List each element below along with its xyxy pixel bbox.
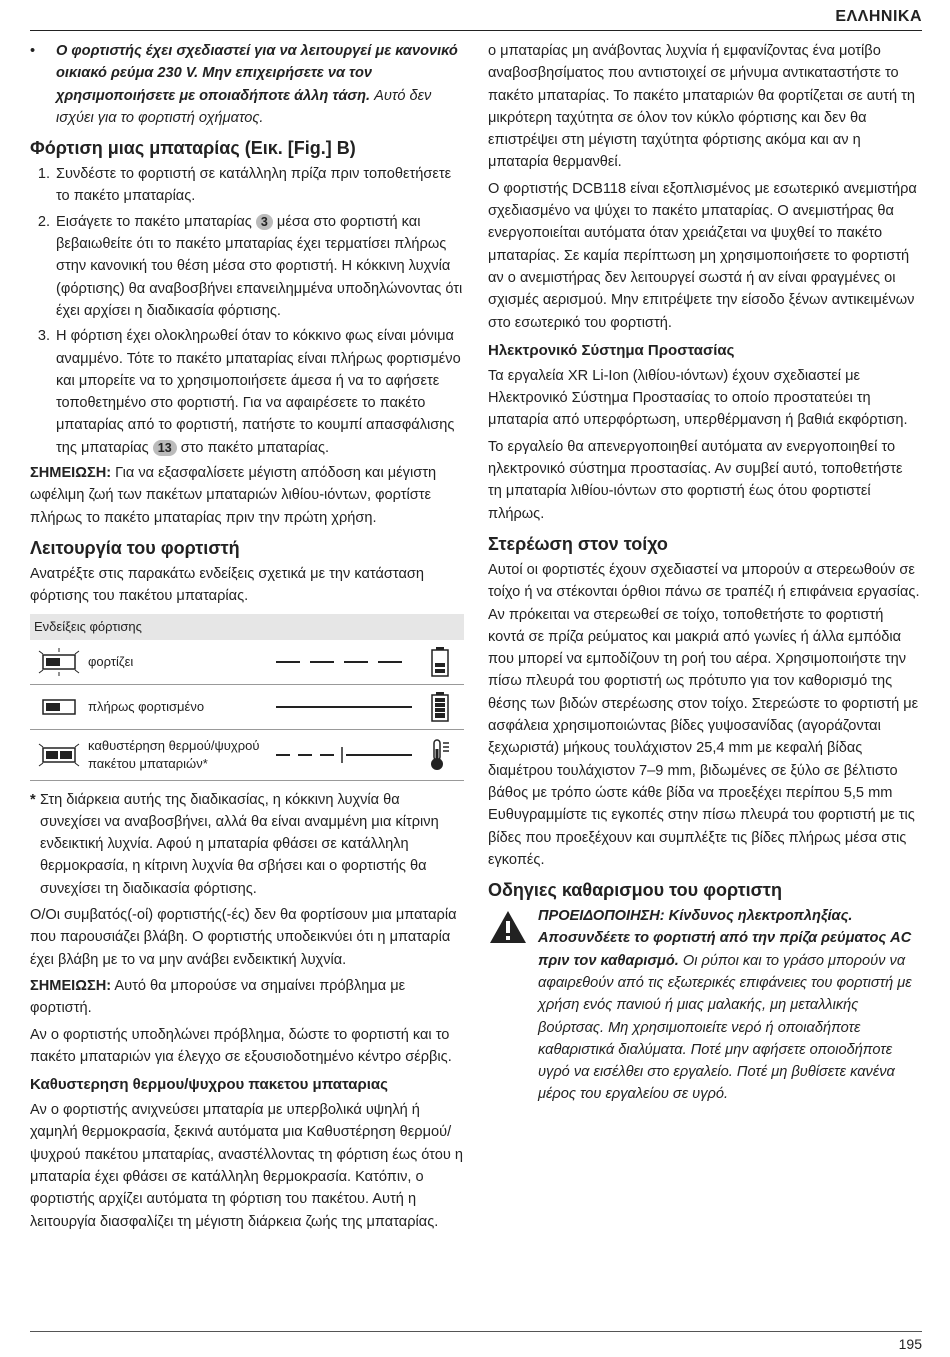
step-text: μέσα στο φορτιστή και βεβαιωθείτε ότι το πακέτο μπαταρίας έχει τερματίσει πλήρως στην κανονική του θέση μέσα στο φορτιστή. Η κόκκινη λυχνία (φόρτισης) θα αναβοσβήνει επανειλημμένα υποδηλώνοντας ότι έχει αρχίσει η διαδικασία φόρτισης. bbox=[56, 213, 463, 319]
footnote-mark: * bbox=[30, 791, 36, 808]
voltage-bullet-text bbox=[56, 40, 464, 129]
indicator-row-hot-cold bbox=[30, 730, 464, 781]
battery-full-icon bbox=[416, 692, 464, 722]
dash-solid-pattern-icon bbox=[276, 745, 416, 765]
wall-mount-heading: Στερέωση στον τοίχο bbox=[488, 533, 668, 554]
header-rule bbox=[30, 30, 922, 31]
page-language-header: ΕΛΛΗΝΙΚΑ bbox=[835, 8, 922, 25]
table-header: Ενδείξεις φόρτισης bbox=[30, 614, 464, 640]
voltage-bullet bbox=[30, 40, 464, 129]
step-text: Εισάγετε το πακέτο μπαταρίας bbox=[56, 213, 252, 230]
dual-blinking-led-icon bbox=[30, 741, 88, 769]
protection-paragraph-2: Το εργαλείο θα απενεργοποιηθεί αυτόματα αν ενεργοποιηθεί το ηλεκτρονικό σύστημα προστασίας. Αν συμβεί αυτό, τοποθετήστε τη μπαταρία λιθίου-ιόντων στο φορτιστή έως ότου φορτιστεί πλήρως. bbox=[488, 438, 903, 522]
wall-mount-paragraph: Αυτοί οι φορτιστές έχουν σχεδιαστεί να μπορούν α στερεωθούν σε τοίχο ή να στέκονται όρθιοι πάνω σε τραπέζι ή επιφάνεια εργασίας. Αν πρόκειται να στερεωθεί σε τοίχο, τοποθετήστε το φορτιστή κοντά σε πρίζα ρεύματος και μακριά από γωνίες ή άλλα εμπόδια που μπορεί να εμποδίζουν τη ροή του αέρα. Χρησιμοποιήστε την πίσω πλευρά του φορτιστή ως πρότυπο για τον καθορισμό της θέσης των βιδών στερέωσης στον τοίχο. Στερεώστε το φορτιστή με ασφάλεια χρησιμοποιώντας βίδες γυψοσανίδας (αγοράζονται ξεχωριστά) μήκους τουλάχιστον 25,4 mm με κεφαλή βίδας διαμέτρου τουλάχιστον 7–9 mm, βιδωμένες σε ξύλο σε βέλτιστο βάθος με τρόπο ώστε κάθε βίδα να προεξέχει περίπου 5,5 mm Ευθυγραμμίστε τις εγκοπές στην πίσω πλευρά του φορτιστή με τις βίδες που προεξέχουν και συμπλέξτε τις βίδες πλήρως μέσα στις εγκοπές. bbox=[488, 561, 920, 868]
page-number: 195 bbox=[898, 1336, 922, 1352]
voltage-warning-italic: Αυτό δεν ισχύει για το φορτιστή οχήματος. bbox=[56, 87, 432, 126]
step-text: Συνδέστε το φορτιστή σε κατάλληλη πρίζα πριν τοποθετήσετε το πακέτο μπαταρίας. bbox=[56, 166, 452, 205]
step-number: 1. bbox=[37, 166, 50, 183]
operation-intro: Ανατρέξτε στις παρακάτω ενδείξεις σχετικά με την κατάσταση φόρτισης του πακέτου μπαταρίας. bbox=[30, 565, 425, 605]
step-3 bbox=[30, 325, 464, 459]
protection-paragraph-1: Τα εργαλεία XR Li-Ion (λιθίου-ιόντων) έχουν σχεδιαστεί με Ηλεκτρονικό Σύστημα Προστασίας το οποίο προστατεύει τη μπαταρία από υπερφόρτωση, υπερθέρμανση ή βαθιά εκφόρτιση. bbox=[488, 367, 908, 429]
note-text: Αυτό θα μπορούσε να σημαίνει πρόβλημα με φορτιστή. bbox=[30, 977, 406, 1017]
battery-charging-icon bbox=[416, 647, 464, 677]
solid-pattern-icon bbox=[276, 704, 416, 710]
service-paragraph: Αν ο φορτιστής υποδηλώνει πρόβλημα, δώστε το φορτιστή και το πακέτο μπαταριών για έλεγχο σε εξουσιοδοτημένο κέντρο σέρβις. bbox=[30, 1026, 452, 1065]
step-number: 3. bbox=[37, 328, 50, 345]
step-text: Η φόρτιση έχει ολοκληρωθεί όταν το κόκκινο φως είναι μόνιμα αναμμένο. Τότε το πακέτο μπαταρίας είναι πλήρως φορτισμένο και μπορείτε να το χρησιμοποιήσετε άμεσα ή να το αφήσετε τοποθετημένο στο φορτιστή. Για να αφαιρέσετε το πακέτο μπαταρίας από το φορτιστή, πατήστε το κουμπί απασφάλισης της μπαταρίας bbox=[56, 328, 461, 456]
step-number: 2. bbox=[37, 213, 50, 230]
footnote-text: Στη διάρκεια αυτής της διαδικασίας, η κόκκινη λυχνία θα συνεχίσει να αναβοσβήνει, αλλά θα είναι αναμμένη μια κίτρινη ενδεικτική λυχνία. Αφού η μπαταρία φθάσει σε κατάλληλη θερμοκρασία, η κίτρινη λυχνία θα σβήσει και ο φορτιστής θα συνεχίσει τη διαδικασία φόρτισης. bbox=[40, 791, 439, 897]
footnote bbox=[30, 789, 464, 900]
protection-heading: Ηλεκτρονικό Σύστημα Προστασίας bbox=[488, 341, 735, 359]
right-column bbox=[488, 40, 920, 1106]
blinking-led-icon bbox=[30, 648, 88, 676]
indicator-label: πλήρως φορτισμένο bbox=[88, 698, 205, 714]
indicator-row-full bbox=[30, 685, 464, 730]
footer-rule bbox=[30, 1331, 922, 1332]
step-1 bbox=[30, 163, 464, 208]
charging-heading: Φόρτιση μιας μπαταρίας (Εικ. [Fig.] B) bbox=[30, 138, 356, 159]
note-fault bbox=[30, 975, 464, 1020]
steady-led-icon bbox=[30, 693, 88, 721]
continuation-paragraph: ο μπαταρίας μη ανάβοντας λυχνία ή εμφανίζοντας ένα μοτίβο αναβοσβησίματος που αντιστοιχεί σε μήνυμα αντικαταστήστε το πακέτο μπαταρίας. Το πακέτο μπαταριών θα φορτίζεται σε αυτή τη μικρότερη ταχύτητα σε όλον τον κύκλο φόρτισης και δεν θα επιστρέψει στη μέγιστη ταχύτητα φόρτισης ακόμα και αν η μπαταρία θερμανθεί. bbox=[488, 43, 916, 171]
note-label: ΣΗΜΕΙΩΣΗ: bbox=[30, 977, 112, 994]
cleaning-heading: Οδηγιες καθαρισμου του φορτιστη bbox=[488, 880, 782, 901]
charging-steps bbox=[30, 163, 464, 459]
step-2 bbox=[30, 211, 464, 322]
fault-paragraph: Ο/Οι συμβατός(-οί) φορτιστής(-ές) δεν θα φορτίσουν μια μπαταρία που παρουσιάζει βλάβη. Ο φορτιστής υποδεικνύει ότι η μπαταρία έχει βλάβη με το να μην ανάβει ενδεικτική λυχνία. bbox=[30, 907, 457, 968]
warning-bold-text: ΠΡΟΕΙΔΟΠΟΙΗΣΗ: Κίνδυνος ηλεκτροπληξίας. Αποσυνδέετε το φορτιστή από την πρίζα ρεύματος AC πριν τον καθαρισμό. bbox=[538, 908, 912, 969]
hot-cold-heading: Καθυστερηση θερμου/ψυχρου πακετου μπαταριας bbox=[30, 1076, 388, 1094]
dashed-pattern-icon bbox=[276, 659, 416, 665]
figure-callout-badge: 13 bbox=[153, 440, 177, 456]
cleaning-warning bbox=[488, 905, 920, 1106]
voltage-warning-bold: Ο φορτιστής έχει σχεδιαστεί για να λειτουργεί με κανονικό οικιακό ρεύμα 230 V. Μην επιχειρήσετε να τον χρησιμοποιήσετε με οποιαδήποτε άλλη τάση. bbox=[56, 43, 458, 104]
warning-italic-text: Οι ρύποι και το γράσο μπορούν να αφαιρεθούν από τις εξωτερικές επιφάνειες του φορτιστή με χρήση ενός πανιού ή μιας μαλακής, μη μεταλλικής βούρτσας. Μη χρησιμοποιείτε νερό ή οποιαδήποτε καθαριστικά διαλύματα. Ποτέ μην αφήσετε οποιοδήποτε υγρό να εισέλθει στο εργαλείο. Ποτέ μη βυθίσετε κανένα μέρος του εργαλείου σε υγρό. bbox=[538, 952, 912, 1103]
indicator-label: καθυστέρηση θερμού/ψυχρού πακέτου μπαταριών* bbox=[88, 737, 260, 771]
fan-paragraph: Ο φορτιστής DCB118 είναι εξοπλισμένος με εσωτερικό ανεμιστήρα σχεδιασμένο να ψύχει το πακέτο μπαταρίας. Ο ανεμιστήρας θα ενεργοποιείται αυτόματα όταν χρειάζεται να ψυχθεί το πακέτο μπαταρίας. Σε καμία περίπτωση μη χρησιμοποιήσετε το φορτιστή αν ο ανεμιστήρας δεν λειτουργεί σωστά ή αν είναι φραγμένες οι σχισμές αερισμού. Μην επιτρέψετε την είσοδο ξένων αντικειμένων στο εσωτερικό του φορτιστή. bbox=[488, 180, 917, 331]
hot-cold-paragraph: Αν ο φορτιστής ανιχνεύσει μπαταρία με υπερβολικά υψηλή ή χαμηλή θερμοκρασία, ξεκινά αυτόματα μια Καθυστέρηση θερμού/ψυχρού πακέτου μπαταρίας, αναστέλλοντας τη φόρτιση έως ότου η μπαταρία έχει φθάσει σε κατάλληλη θερμοκρασία. Κατόπιν, ο φορτιστής αρχίζει αυτόματα τη φόρτιση του πακέτου. Αυτή η λειτουργία διασφαλίζει τη μέγιστη διάρκεια ζωής της μπαταρίας. bbox=[30, 1102, 463, 1230]
step-text: στο πακέτο μπαταρίας. bbox=[180, 439, 330, 456]
left-column bbox=[30, 40, 464, 1237]
indicator-row-charging bbox=[30, 640, 464, 685]
figure-callout-badge: 3 bbox=[256, 214, 273, 230]
step-body bbox=[56, 325, 464, 459]
note-label: ΣΗΜΕΙΩΣΗ: bbox=[30, 465, 112, 482]
warning-text bbox=[538, 905, 920, 1106]
note-text: Για να εξασφαλίσετε μέγιστη απόδοση και μέγιστη ωφέλιμη ζωή των πακέτων μπαταριών λιθίου-ιόντων, φορτίστε πλήρως το πακέτο μπαταρίας πριν την πρώτη χρήση. bbox=[30, 465, 437, 526]
operation-heading: Λειτουργία του φορτιστή bbox=[30, 537, 240, 558]
bullet-mark: • bbox=[30, 43, 36, 59]
warning-triangle-icon bbox=[488, 905, 538, 1106]
note-first-use bbox=[30, 462, 464, 529]
step-body bbox=[56, 211, 464, 322]
thermometer-icon bbox=[416, 739, 464, 771]
charge-indicators-table bbox=[30, 614, 464, 781]
indicator-label: φορτίζει bbox=[88, 653, 134, 669]
